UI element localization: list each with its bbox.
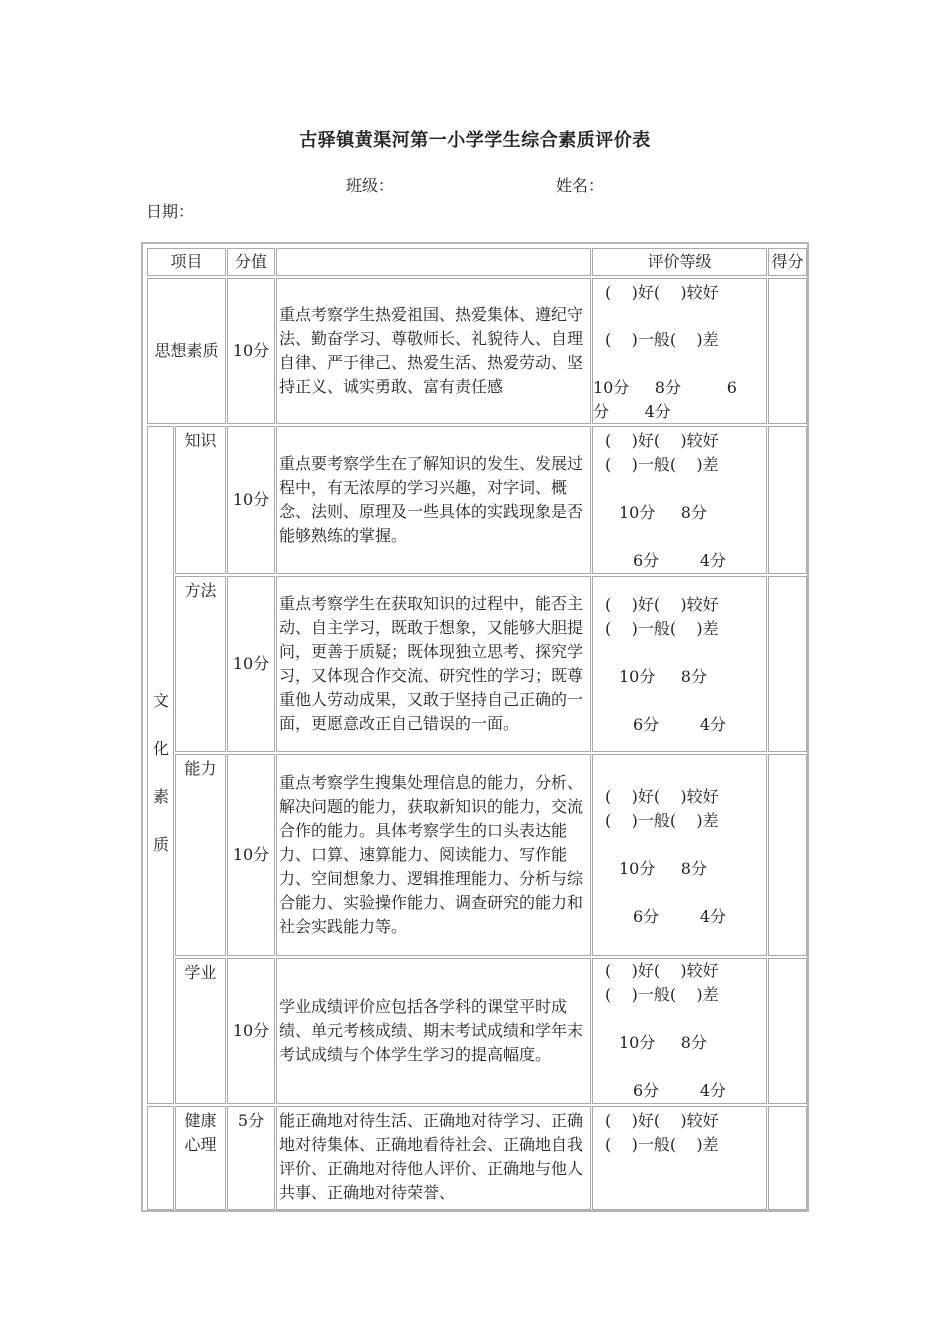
- row-method-points: 10分: [227, 576, 275, 752]
- header-desc-blank: [276, 248, 591, 276]
- date-label: 日期：: [146, 202, 195, 221]
- page-title: 古驿镇黄渠河第一小学学生综合素质评价表: [299, 130, 651, 151]
- row-ideology-grade: ( )好( )较好 ( )一般( )差 10分 8分 6 分 4分: [592, 278, 767, 424]
- row-mental-health-points: 5分: [227, 1106, 275, 1210]
- header-earned: 得分: [768, 248, 807, 276]
- row-ability-name: 能力: [175, 754, 226, 956]
- row-ideology-earned: [768, 278, 807, 424]
- row-ideology-points: 10分: [227, 278, 275, 424]
- header-score-value: 分值: [227, 248, 275, 276]
- row-academic-earned: [768, 958, 807, 1104]
- row-knowledge-desc: 重点要考察学生在了解知识的发生、发展过程中，有无浓厚的学习兴趣，对字词、概念、法则、原理及一些具体的实践现象是否能够熟练的掌握。: [276, 426, 591, 574]
- row-mental-health-grade: ( )好( )较好 ( )一般( )差: [592, 1106, 767, 1210]
- row-method-earned: [768, 576, 807, 752]
- row-mental-health-earned: [768, 1106, 807, 1210]
- row-knowledge-name: 知识: [175, 426, 226, 574]
- row-mental-health-name: 健康 心理: [175, 1106, 226, 1210]
- class-label: 班级：: [346, 176, 395, 195]
- row-ideology-desc: 重点考察学生热爱祖国、热爱集体、遵纪守法、勤奋学习、尊敬师长、礼貌待人、自理自律、严于律己、热爱生活、热爱劳动、坚持正义、诚实勇敢、富有责任感: [276, 278, 591, 424]
- group-culture-cell: 文 化 素 质: [147, 426, 174, 1104]
- row-ability-earned: [768, 754, 807, 956]
- row-mental-health-desc: 能正确地对待生活、正确地对待学习、正确地对待集体、正确地看待社会、正确地自我评价、正确地对待他人评价、正确地与他人共事、正确地对待荣誉、: [276, 1106, 591, 1210]
- row-method-name: 方法: [175, 576, 226, 752]
- row-knowledge-grade: ( )好( )较好 ( )一般( )差 10分 8分 6分 4分: [592, 426, 767, 574]
- header-item: 项目: [147, 248, 226, 276]
- row-ideology-name: 思想素质: [147, 278, 226, 424]
- row-method-desc: 重点考察学生在获取知识的过程中，能否主动、自主学习，既敢于想象，又能够大胆提问，更善于质疑；既体现独立思考、探究学习，又体现合作交流、研究性的学习；既尊重他人劳动成果，又敢于坚持自己正确的一面，更愿意改正自己错误的一面。: [276, 576, 591, 752]
- row-method-grade: ( )好( )较好 ( )一般( )差 10分 8分 6分 4分: [592, 576, 767, 752]
- evaluation-table: [141, 242, 809, 1212]
- row-ability-grade: ( )好( )较好 ( )一般( )差 10分 8分 6分 4分: [592, 754, 767, 956]
- row-knowledge-points: 10分: [227, 426, 275, 574]
- row-academic-desc: 学业成绩评价应包括各学科的课堂平时成绩、单元考核成绩、期末考试成绩和学年末考试成绩与个体学生学习的提高幅度。: [276, 958, 591, 1104]
- group-empty-cell: [147, 1106, 174, 1210]
- name-label: 姓名：: [556, 176, 605, 195]
- row-ability-points: 10分: [227, 754, 275, 956]
- row-academic-name: 学业: [175, 958, 226, 1104]
- row-knowledge-earned: [768, 426, 807, 574]
- row-academic-grade: ( )好( )较好 ( )一般( )差 10分 8分 6分 4分: [592, 958, 767, 1104]
- header-grade: 评价等级: [592, 248, 767, 276]
- row-academic-points: 10分: [227, 958, 275, 1104]
- row-ability-desc: 重点考察学生搜集处理信息的能力，分析、解决问题的能力，获取新知识的能力，交流合作的能力。具体考察学生的口头表达能力、口算、速算能力、阅读能力、写作能力、空间想象力、逻辑推理能力、分析与综合能力、实验操作能力、调查研究的能力和社会实践能力等。: [276, 754, 591, 956]
